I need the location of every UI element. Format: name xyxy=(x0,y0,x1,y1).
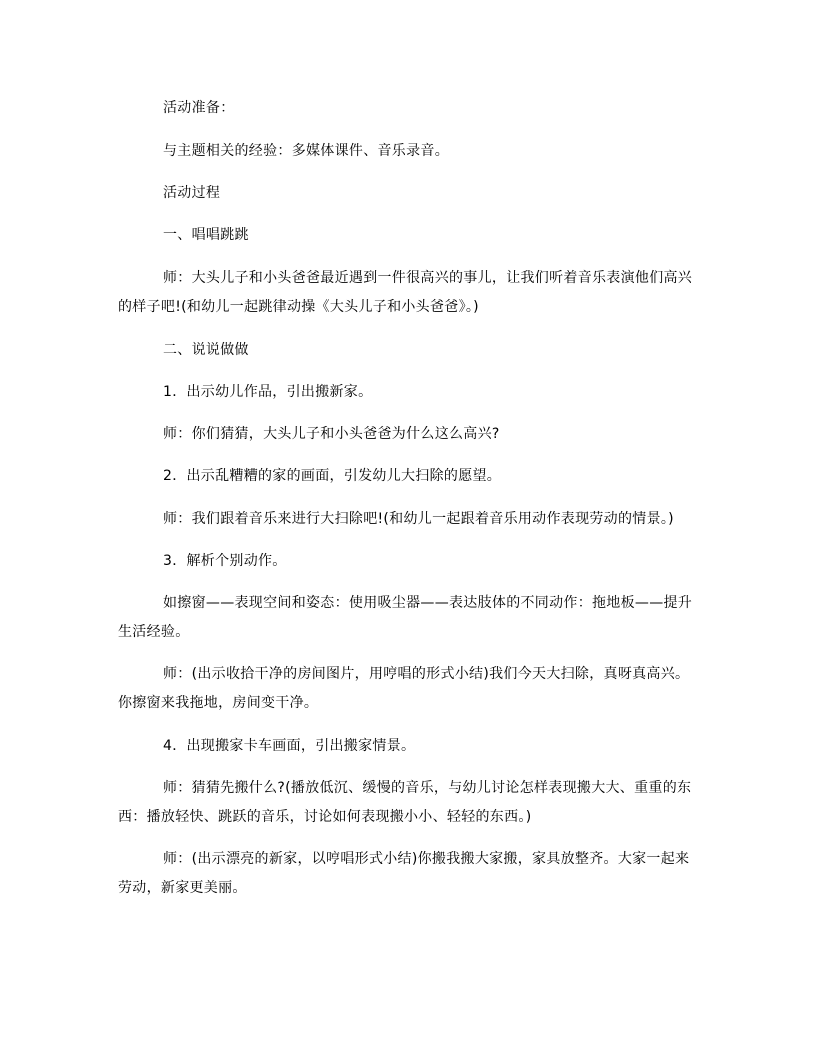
paragraph-step-3: 3．解析个别动作。 xyxy=(163,553,287,569)
paragraph-actions: 如擦窗——表现空间和姿态：使用吸尘器——表达肢体的不同动作：拖地板——提升生活经验。 xyxy=(118,595,693,640)
paragraph-teacher-clean: 师：我们跟着音乐来进行大扫除吧!(和幼儿一起跟着音乐用动作表现劳动的情景。) xyxy=(163,511,674,527)
paragraph-step-2: 2．出示乱糟糟的家的画面，引发幼儿大扫除的愿望。 xyxy=(163,468,502,484)
paragraph-step-4: 4．出现搬家卡车画面，引出搬家情景。 xyxy=(163,738,416,754)
paragraph-activity-process: 活动过程 xyxy=(163,185,221,201)
section-heading-sing-dance: 一、唱唱跳跳 xyxy=(163,227,249,243)
paragraph-teacher-summary: 师：(出示收拾干净的房间图片，用哼唱的形式小结)我们今天大扫除，真呀真高兴。你擦窗来我拖地，房间变干净。 xyxy=(118,666,690,711)
section-heading-talk-do: 二、说说做做 xyxy=(163,342,249,358)
paragraph-activity-prep: 活动准备： xyxy=(163,100,235,116)
paragraph-teacher-moving: 师：猜猜先搬什么?(播放低沉、缓慢的音乐，与幼儿讨论怎样表现搬大大、重重的东西：播放轻快、跳跃的音乐，讨论如何表现搬小小、轻轻的东西。) xyxy=(118,780,692,825)
paragraph-teacher-new-home: 师：(出示漂亮的新家，以哼唱形式小结)你搬我搬大家搬，家具放整齐。大家一起来劳动，新家更美丽。 xyxy=(118,851,690,896)
paragraph-experience: 与主题相关的经验：多媒体课件、音乐录音。 xyxy=(163,143,449,159)
paragraph-teacher-intro: 师：大头儿子和小头爸爸最近遇到一件很高兴的事儿，让我们听着音乐表演他们高兴的样子吧!(和幼儿一起跳律动操《大头儿子和小头爸爸》。) xyxy=(118,270,693,315)
paragraph-teacher-guess: 师：你们猜猜，大头儿子和小头爸爸为什么这么高兴? xyxy=(163,426,500,442)
paragraph-step-1: 1．出示幼儿作品，引出搬新家。 xyxy=(163,384,373,400)
